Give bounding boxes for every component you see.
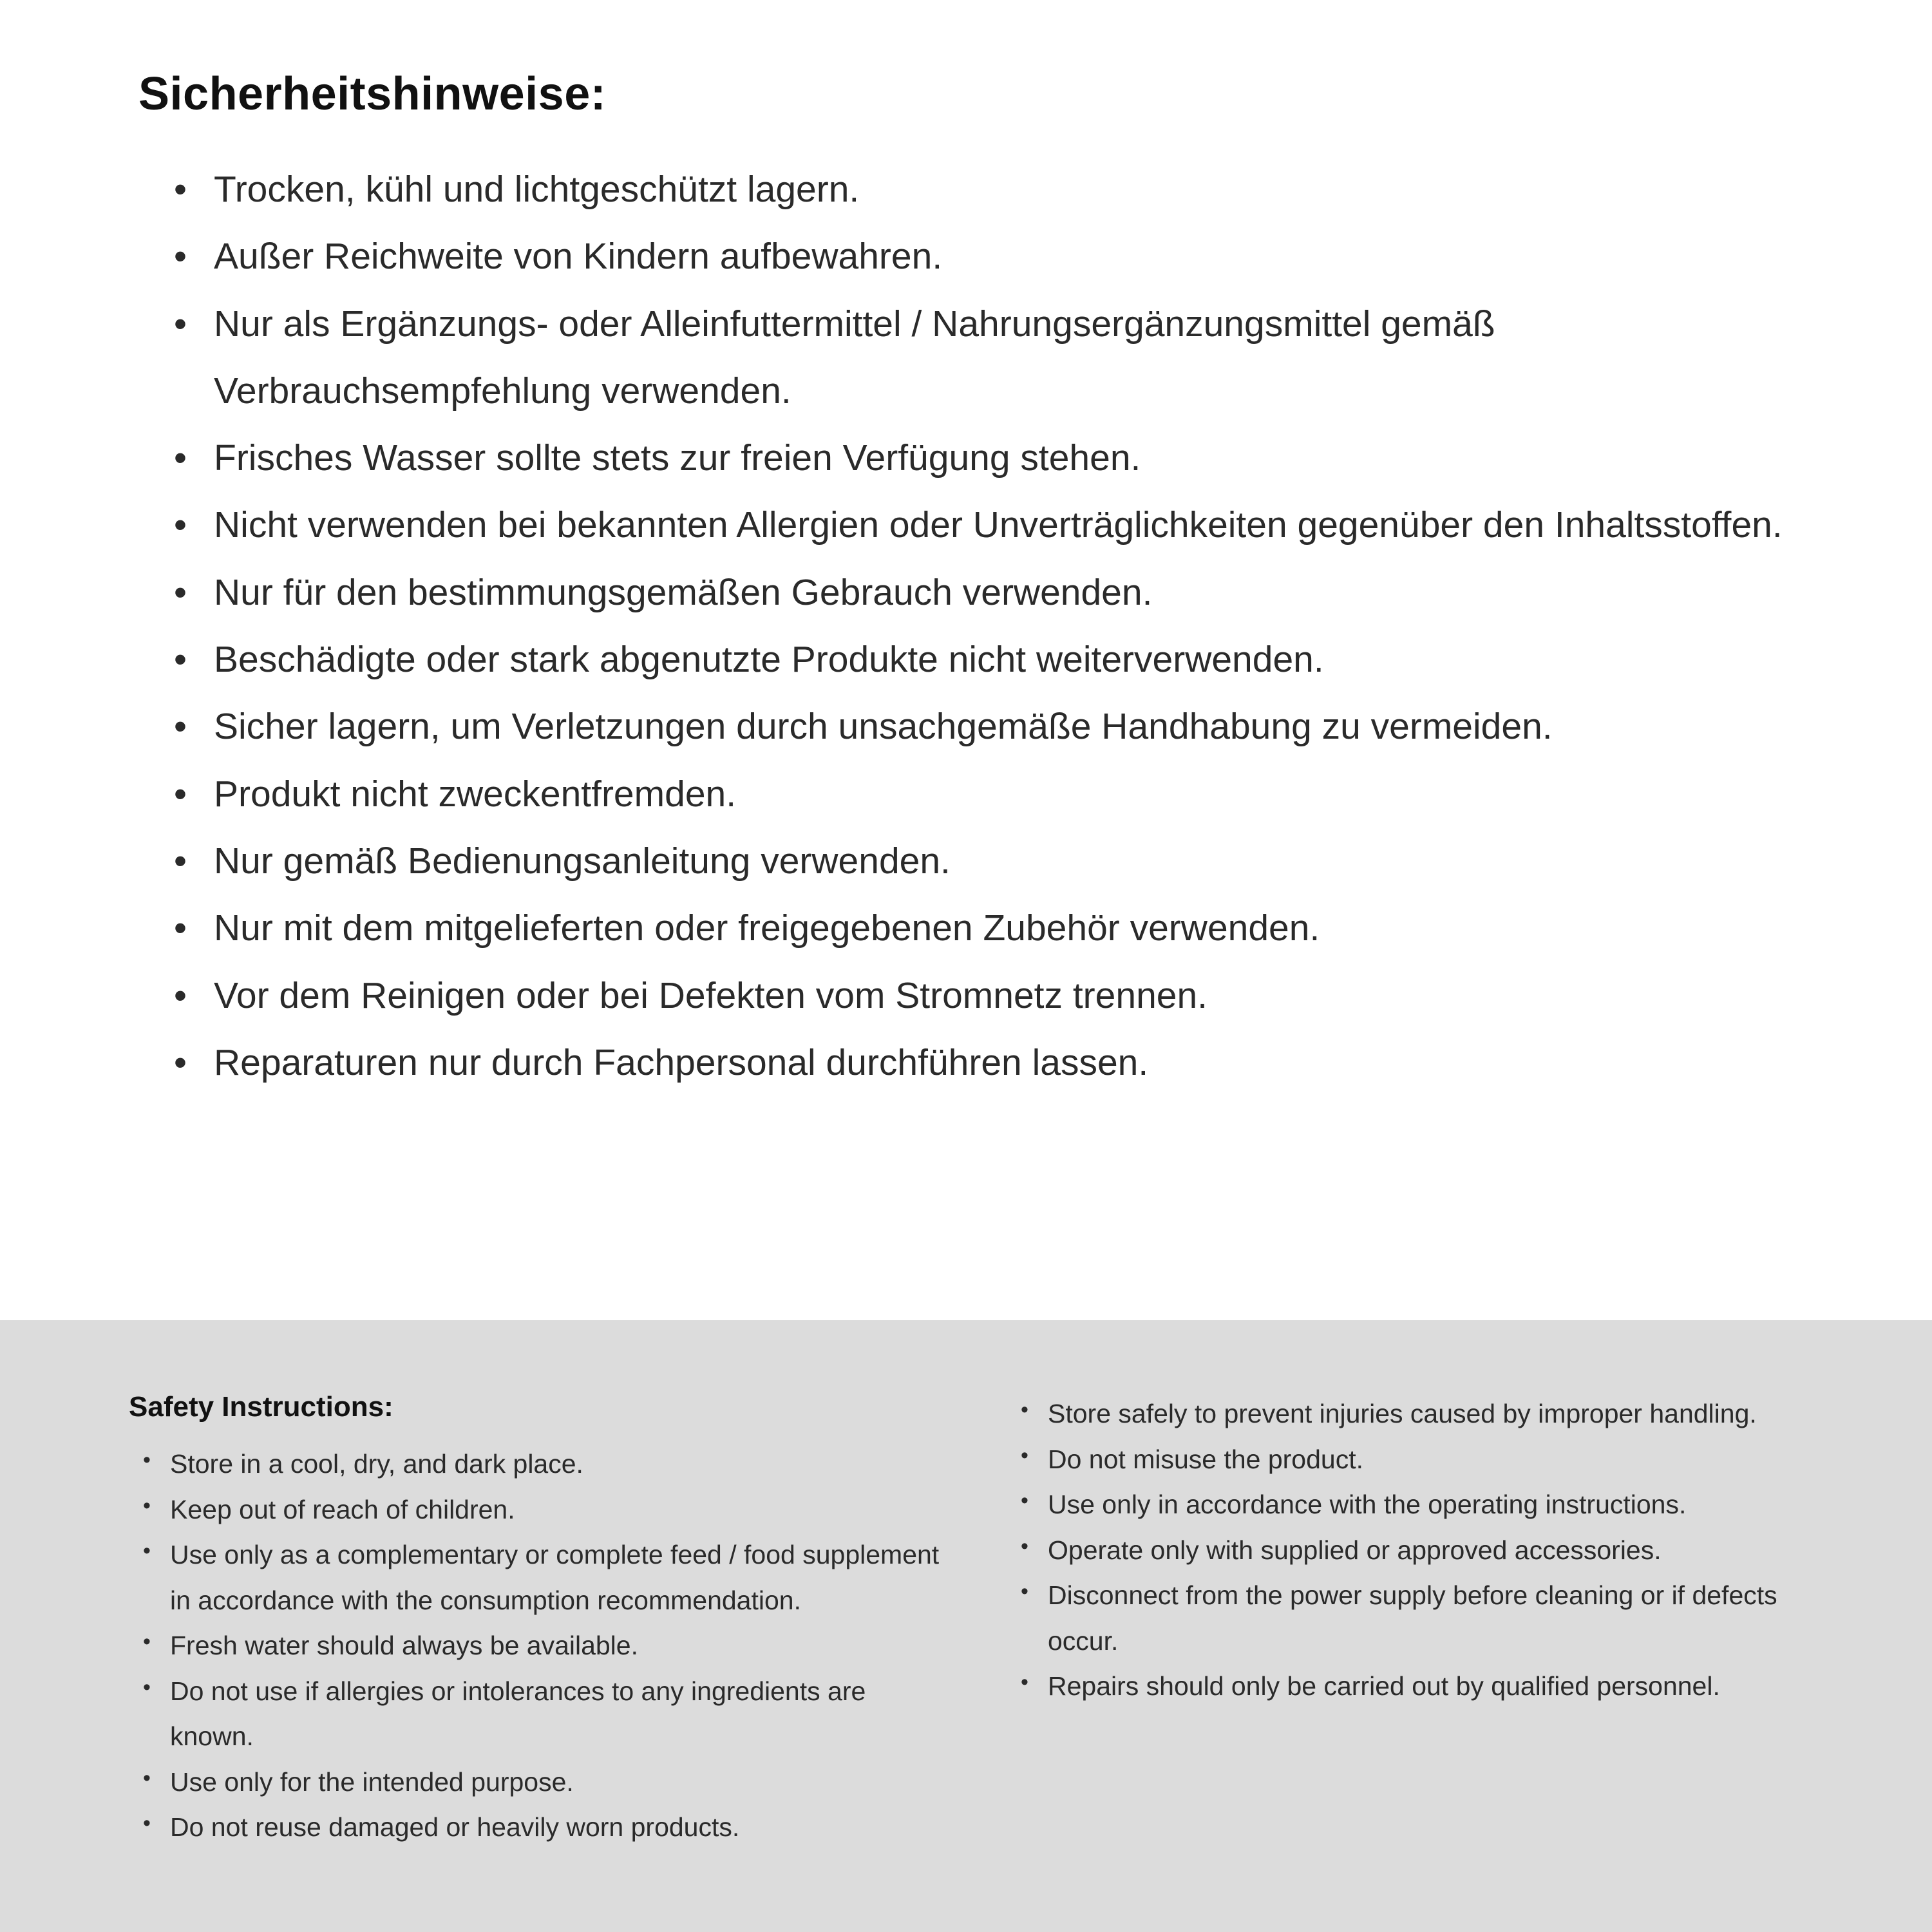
list-item: • Disconnect from the power supply before cleaning or if defects occur.: [1021, 1573, 1842, 1663]
english-safety-section: [0, 1320, 1932, 1932]
list-item: • Fresh water should always be available.: [143, 1623, 950, 1669]
list-item: • Store in a cool, dry, and dark place.: [143, 1441, 950, 1487]
list-item: • Beschädigte oder stark abgenutzte Produkte nicht weiterverwenden.: [174, 626, 1835, 693]
list-item: • Frisches Wasser sollte stets zur freien Verfügung stehen.: [174, 424, 1835, 491]
list-item: • Do not reuse damaged or heavily worn products.: [143, 1804, 950, 1850]
list-item: • Do not misuse the product.: [1021, 1437, 1842, 1482]
list-item: • Reparaturen nur durch Fachpersonal durchführen lassen.: [174, 1029, 1835, 1096]
english-column-right: [1021, 1391, 1842, 1932]
list-item: • Nur mit dem mitgelieferten oder freigegebenen Zubehör verwenden.: [174, 895, 1835, 961]
list-item: • Operate only with supplied or approved accessories.: [1021, 1528, 1842, 1573]
english-section-title: Safety Instructions:: [129, 1391, 393, 1423]
list-item: • Sicher lagern, um Verletzungen durch unsachgemäße Handhabung zu vermeiden.: [174, 693, 1835, 760]
german-section-title: Sicherheitshinweise:: [138, 68, 607, 120]
list-item: • Trocken, kühl und lichtgeschützt lagern.: [174, 156, 1835, 223]
list-item: • Use only as a complementary or complete feed / food supplement in accordance with the consumption recommendation.: [143, 1532, 950, 1623]
list-item: • Produkt nicht zweckentfremden.: [174, 761, 1835, 828]
list-item: • Use only in accordance with the operating instructions.: [1021, 1482, 1842, 1528]
english-column-left: [129, 1391, 950, 1932]
list-item: • Repairs should only be carried out by qualified personnel.: [1021, 1663, 1842, 1709]
list-item: • Use only for the intended purpose.: [143, 1759, 950, 1805]
list-item: • Nur gemäß Bedienungsanleitung verwenden.: [174, 828, 1835, 895]
list-item: • Do not use if allergies or intolerances to any ingredients are known.: [143, 1669, 950, 1759]
list-item: • Außer Reichweite von Kindern aufbewahren.: [174, 223, 1835, 290]
list-item: • Keep out of reach of children.: [143, 1487, 950, 1533]
list-item: • Nur für den bestimmungsgemäßen Gebrauch verwenden.: [174, 559, 1835, 626]
german-safety-list: [138, 156, 1835, 1096]
english-safety-list-left: [129, 1441, 950, 1850]
list-item: • Vor dem Reinigen oder bei Defekten vom Stromnetz trennen.: [174, 962, 1835, 1029]
list-item: • Nur als Ergänzungs- oder Alleinfuttermittel / Nahrungsergänzungsmittel gemäß Verbrauchsempfehlung verwenden.: [174, 290, 1835, 425]
english-safety-list-right: [1021, 1391, 1842, 1709]
list-item: • Nicht verwenden bei bekannten Allergien oder Unverträglichkeiten gegenüber den Inhaltsstoffen.: [174, 491, 1835, 558]
list-item: • Store safely to prevent injuries caused by improper handling.: [1021, 1391, 1842, 1437]
